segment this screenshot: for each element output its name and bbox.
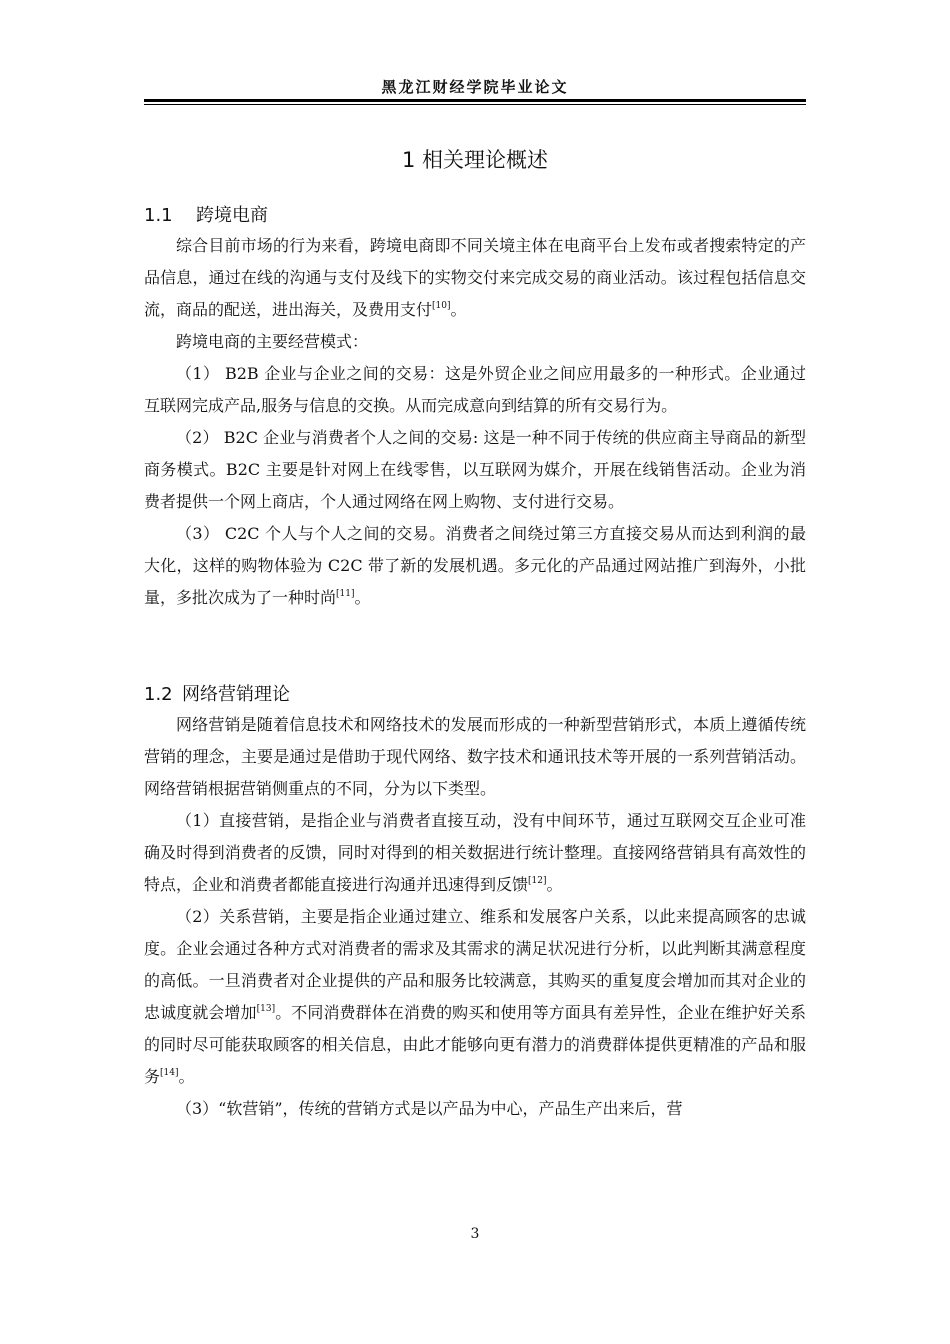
section-title: 网络营销理论 — [182, 684, 290, 705]
citation: [11] — [336, 589, 355, 599]
page-number: 3 — [470, 1226, 480, 1242]
paragraph: （2）关系营销，主要是指企业通过建立、维系和发展客户关系，以此来提高顾客的忠诚度。企业会通过各种方式对消费者的需求及其需求的满足状况进行分析，以此判断其满意程度的高低。一旦消费者对企业提供的产品和服务比较满意，其购买的重复度会增加而其对企业的忠诚度就会增加[13]。不同消费群体在消费的购买和使用等方面具有差异性，企业在维护好关系的同时尽可能获取顾客的相关信息，由此才能够向更有潜力的消费群体提供更精准的产品和服务[14]。 — [144, 907, 806, 1086]
section-title: 跨境电商 — [196, 205, 268, 226]
paragraph: （3） C2C 个人与个人之间的交易。消费者之间绕过第三方直接交易从而达到利润的最大化，这样的购物体验为 C2C 带了新的发展机遇。多元化的产品通过网站推广到海外，小批量，多批次成为了一种时尚[11]。 — [144, 524, 806, 607]
paragraph: （1）直接营销，是指企业与消费者直接互动，没有中间环节，通过互联网交互企业可准确及时得到消费者的反馈，同时对得到的相关数据进行统计整理。直接网络营销具有高效性的特点，企业和消费者都能直接进行沟通并迅速得到反馈[12]。 — [144, 811, 806, 894]
paragraph: 综合目前市场的行为来看，跨境电商即不同关境主体在电商平台上发布或者搜索特定的产品信息，通过在线的沟通与支付及线下的实物交付来完成交易的商业活动。该过程包括信息交流，商品的配送，进出海关，及费用支付[10]。 — [144, 236, 806, 319]
citation: [12] — [528, 876, 547, 886]
section-number: 1.2 — [144, 684, 173, 705]
paragraph: （3）“软营销”，传统的营销方式是以产品为中心，产品生产出来后，营 — [176, 1099, 683, 1118]
running-header: 黑龙江财经学院毕业论文 — [381, 78, 569, 96]
paragraph: （2） B2C 企业与消费者个人之间的交易: 这是一种不同于传统的供应商主导商品的新型商务模式。B2C 主要是针对网上在线零售，以互联网为媒介，开展在线销售活动。企业为消费者提供一个网上商店，个人通过网络在网上购物、支付进行交易。 — [144, 428, 806, 511]
citation: [13] — [256, 1004, 276, 1014]
section-heading-1-2 — [144, 680, 290, 706]
header-rule-thin — [144, 104, 806, 105]
section-1-1-body — [144, 230, 806, 614]
citation: [14] — [160, 1068, 179, 1078]
paragraph: 网络营销是随着信息技术和网络技术的发展而形成的一种新型营销形式，本质上遵循传统营销的理念，主要是通过是借助于现代网络、数字技术和通讯技术等开展的一系列营销活动。网络营销根据营销侧重点的不同，分为以下类型。 — [144, 715, 806, 798]
section-number: 1.1 — [144, 205, 173, 226]
paragraph: 跨境电商的主要经营模式： — [176, 332, 369, 351]
paragraph: （1） B2B 企业与企业之间的交易：这是外贸企业之间应用最多的一种形式。企业通过互联网完成产品,服务与信息的交换。从而完成意向到结算的所有交易行为。 — [144, 364, 806, 415]
header-rule-thick — [144, 99, 806, 102]
section-1-2-body — [144, 709, 806, 1125]
section-heading-1-1 — [144, 201, 268, 227]
citation: [10] — [432, 301, 451, 311]
chapter-title: 1 相关理论概述 — [401, 148, 549, 172]
